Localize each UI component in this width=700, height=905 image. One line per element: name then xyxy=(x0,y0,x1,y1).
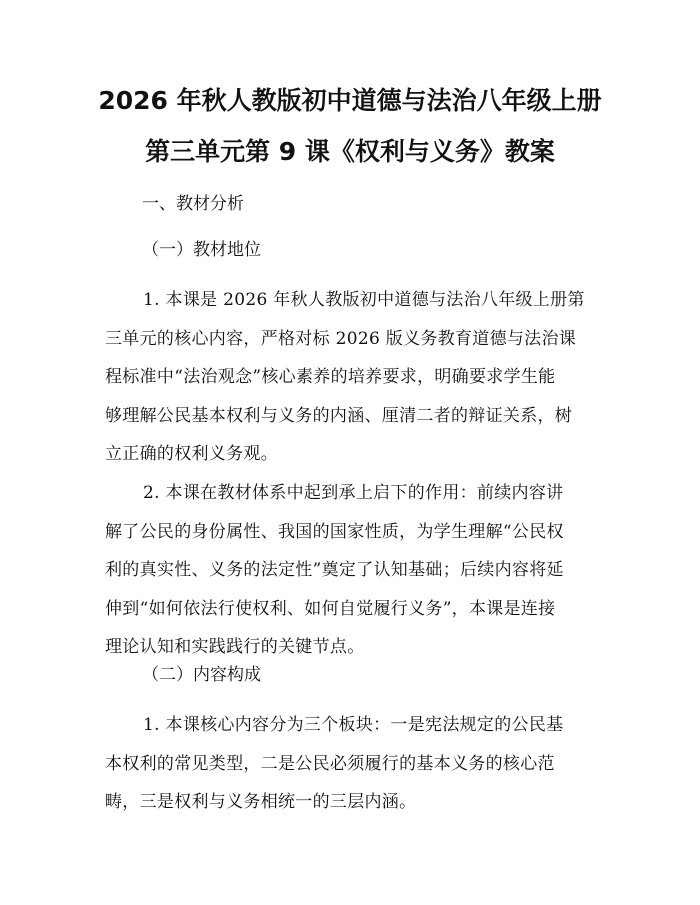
paragraph-2-line: 利的真实性、义务的法定性”奠定了认知基础；后续内容将延 xyxy=(105,560,564,580)
section-heading-textbook-analysis: 一、教材分析 xyxy=(142,194,244,214)
paragraph-2-line: 解了公民的身份属性、我国的国家性质，为学生理解“公民权 xyxy=(105,521,564,542)
paragraph-2-line: 理论认知和实践践行的关键节点。 xyxy=(105,637,365,657)
subsection-heading-textbook-position: （一）教材地位 xyxy=(142,240,261,260)
paragraph-3 xyxy=(105,706,597,822)
document-title-line-1: 2026 年秋人教版初中道德与法治八年级上册 xyxy=(98,86,602,115)
paragraph-3-line: 畴，三是权利与义务相统一的三层内涵。 xyxy=(105,792,417,812)
paragraph-1-line: 立正确的权利义务观。 xyxy=(105,444,278,464)
paragraph-2 xyxy=(105,474,597,667)
paragraph-2-line: 2. 本课在教材体系中起到承上启下的作用：前续内容讲 xyxy=(143,483,564,503)
paragraph-1-line: 1. 本课是 2026 年秋人教版初中道德与法治八年级上册第 xyxy=(143,290,585,310)
paragraph-1-line: 三单元的核心内容，严格对标 2026 版义务教育道德与法治课 xyxy=(105,328,577,349)
paragraph-3-line: 本权利的常见类型，二是公民必须履行的基本义务的核心范 xyxy=(105,753,555,774)
document-title-line-2: 第三单元第 9 课《权利与义务》教案 xyxy=(145,137,555,166)
paragraph-1-line: 够理解公民基本权利与义务的内涵、厘清二者的辩证关系，树 xyxy=(105,405,573,426)
paragraph-3-line: 1. 本课核心内容分为三个板块：一是宪法规定的公民基 xyxy=(143,715,564,735)
paragraph-1-line: 程标准中“法治观念”核心素养的培养要求，明确要求学生能 xyxy=(105,367,556,387)
paragraph-2-line: 伸到“如何依法行使权利、如何自觉履行义务”，本课是连接 xyxy=(105,598,556,619)
paragraph-1 xyxy=(105,281,597,474)
subsection-heading-content-structure: （二）内容构成 xyxy=(142,665,261,685)
